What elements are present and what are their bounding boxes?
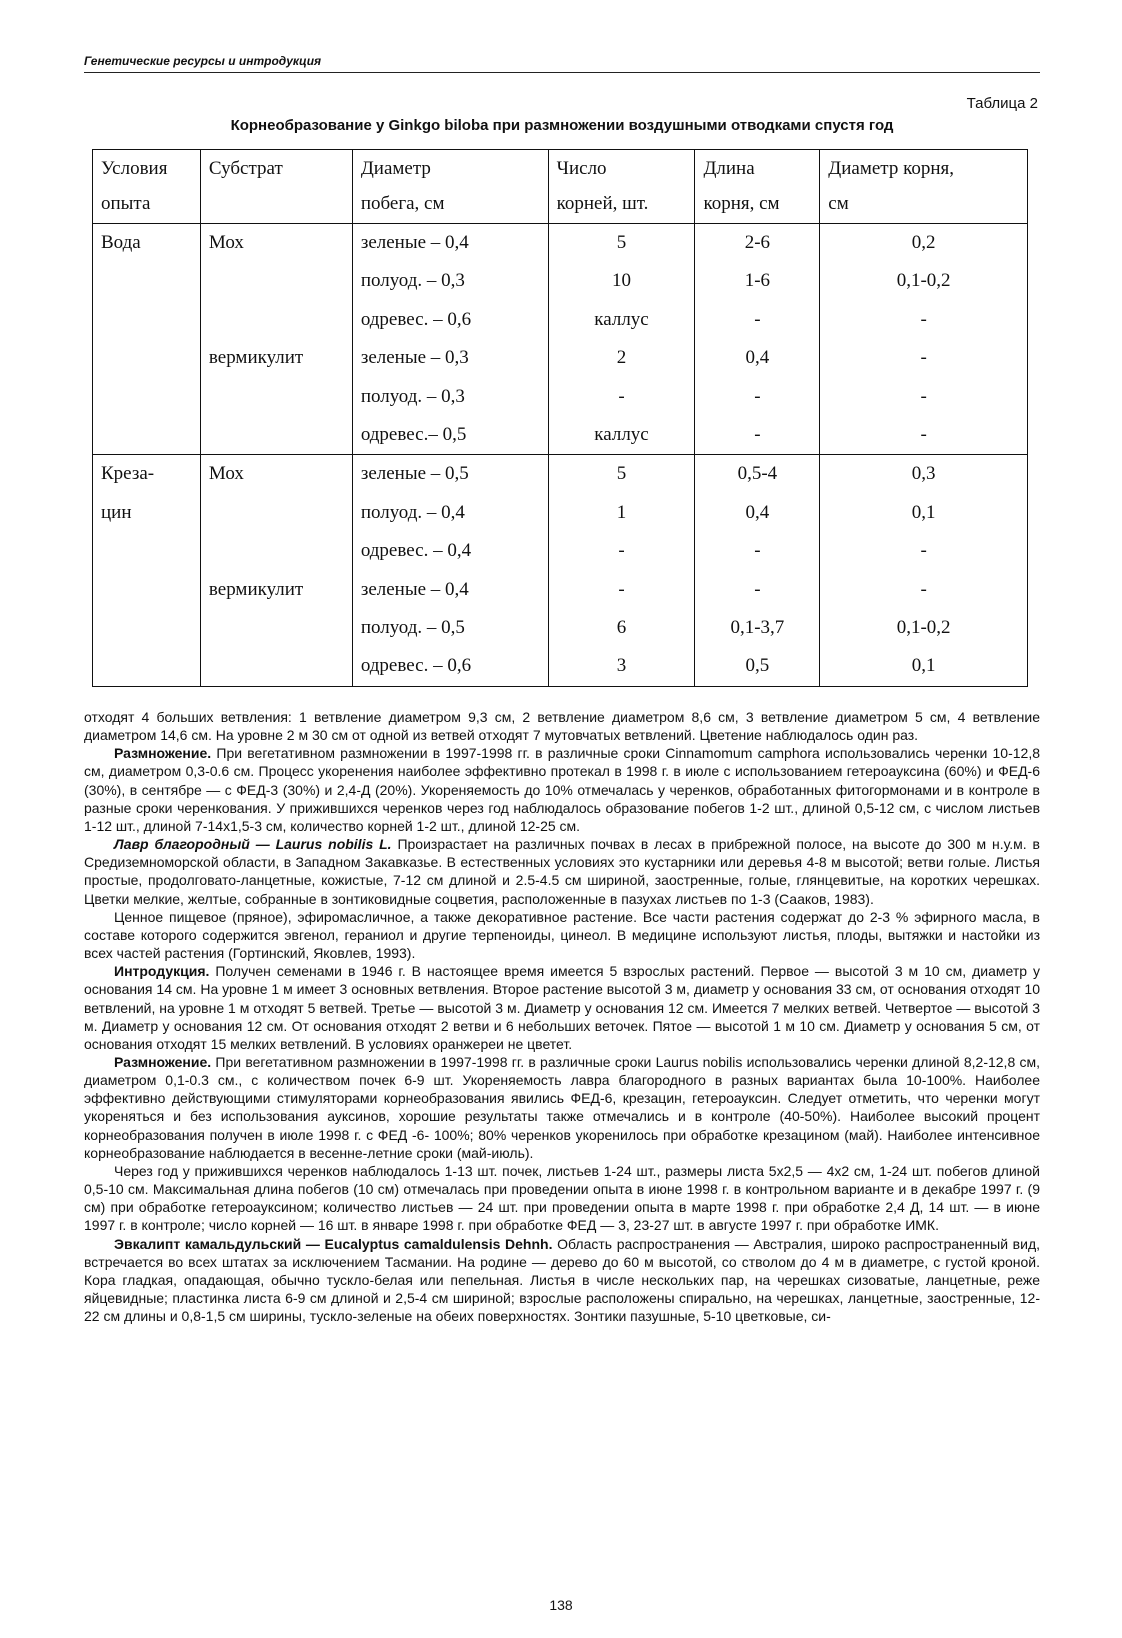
- body-text: [84, 708, 1040, 1325]
- root-diameter-cell: 0,3 0,1 - - 0,1-0,2 0,1: [820, 455, 1028, 686]
- root-count-cell: 5 10 каллус 2 - каллус: [548, 224, 695, 455]
- paragraph-laurus-uses: Ценное пищевое (пряное), эфиромасличное, а также декоративное растение. Все части растения содержат до 2-3 % эфирного масла, в составе которого содержится эвгенол, гераниол и другие терпеноиды, цинеол. В медицине используют листья, плоды, вытяжки и настойки из всех частей растения (Гортинский, Яковлев, 1993).: [84, 908, 1040, 962]
- condition-cell: Креза- цин: [93, 455, 201, 686]
- page-number: 138: [549, 1597, 573, 1613]
- substrate-cell: Мох вермикулит: [200, 224, 352, 455]
- substrate-cell: Мох вермикулит: [200, 455, 352, 686]
- paragraph-propagation-cinnamomum: Размножение. При вегетативном размножении в 1997-1998 гг. в различные сроки Cinnamomum camphora использовались черенки 10-12,8 см, диаметром 0,3-0.6 см. Процесс укоренения наиболее эффективно протекал в 1998 г. в июле с использованием гетероауксина (60%) и ФЕД-6 (30%), в сентябре — с ФЕД-3 (30%) и 2,4-Д (20%). Укореняемость до 10% отмечалась у черенков, обработанных фитогормонами и в контроле в разные сроки черенкования. У прижившихся черенков через год наблюдалось образование побегов 1-2 шт., длиной 0,5-12 см, с числом листьев 1-12 шт., длиной 7-14х1,5-3 см, количество корней 1-2 шт., длиной 12-25 см.: [84, 745, 1040, 834]
- paragraph-eucalyptus: Эвкалипт камальдульский — Eucalyptus camaldulensis Dehnh. Область распространения — Австралия, широко распространенный вид, встречается во всех штатах за исключением Тасмании. На родине — дерево до 60 м высотой, со стволом до 4 м в диаметре, с густой кроной. Кора гладкая, опадающая, обычно тускло-белая или пепельная. Листья в числе нескольких пар, на черешках сизоватые, ланцетные, реже яйцевидные; пластинка листа 6-9 см длиной и 2,5-4 см шириной; взрослые расположены спирально, на черешках, ланцетные, заостренные, 12-22 см длины и 0,8-1,5 см ширины, тускло-зеленые на обеих поверхностях. Зонтики пазушные, 5-10 цветковые, си-: [84, 1235, 1040, 1325]
- rooting-table: [92, 149, 1028, 687]
- header-substrate: Субстрат: [200, 150, 352, 224]
- paragraph-results: Через год у прижившихся черенков наблюдалось 1-13 шт. почек, листьев 1-24 шт., размеры листа 5х2,5 — 4х2 см, 1-24 шт. побегов длиной 0,5-10 см. Максимальная длина побегов (10 см) отмечалась при проведении опыта в июне 1998 г. в контрольном варианте и в декабре 1997 г. (9 см) при обработке гетероауксином; количество листьев — 24 шт. при проведении опыта в марте 1998 г. при обработке 2,4 Д, 14 шт. — в июне 1997 г. в контроле; число корней — 16 шт. в январе 1998 г. при обработке ФЕД — 3, 23-27 шт. в августе 1997 г. при обработке ИМК.: [84, 1162, 1040, 1234]
- paragraph-propagation-laurus: Размножение. При вегетативном размножении в 1997-1998 гг. в различные сроки Laurus nobilis использовались черенки длиной 8,2-12,8 см, диаметром 0,1-0.3 см., с количеством почек 6-9 шт. Укореняемость лавра благородного в разных вариантах была 10-100%. Наиболее эффективно действующими стимуляторами корнеобразования явились ФЕД-6, крезацин, гетероауксин. Следует отметить, что черенки могут укореняться и без использования ауксинов, хорошие результаты также отмечались и в контроле (40-50%). Наиболее высокий процент корнеобразования получен в июле 1998 г. с ФЕД -6- 100%; 80% черенков укоренилось при обработке крезацином (май). Наиболее интенсивное корнеобразование наблюдается в весенне-летние сроки (май-июль).: [84, 1053, 1040, 1161]
- table-title: Корнеобразование у Ginkgo biloba при размножении воздушными отводками спустя год: [230, 117, 894, 134]
- root-length-cell: 2-6 1-6 - 0,4 - -: [695, 224, 820, 455]
- header-root-count: Число корней, шт.: [548, 150, 695, 224]
- paragraph-laurus-description: Лавр благородный — Laurus nobilis L. Произрастает на различных почвах в лесах в прибрежной полосе, на высоте до 300 м н.у.м. в Средиземноморской области, в Западном Закавказье. В естественных условиях это кустарники или деревья 4-8 м высотой; ветви голые. Листья простые, продолговато-ланцетные, кожистые, 7-12 см длиной и 2.5-4.5 см шириной, заостренные, голые, глянцевитые, на коротких черешках. Цветки мелкие, желтые, собранные в зонтиковидные соцветия, расположенные в пазухах листьев по 1-3 (Сааков, 1983).: [84, 836, 1040, 907]
- shoot-diameter-cell: зеленые – 0,4 полуод. – 0,3 одревес. – 0,6 зеленые – 0,3 полуод. – 0,3 одревес.– 0,5: [352, 224, 548, 455]
- root-count-cell: 5 1 - - 6 3: [548, 455, 695, 686]
- header-root-diameter: Диаметр корня, см: [820, 150, 1028, 224]
- header-shoot-diameter: Диаметр побега, см: [352, 150, 548, 224]
- root-length-cell: 0,5-4 0,4 - - 0,1-3,7 0,5: [695, 455, 820, 686]
- header-root-length: Длина корня, см: [695, 150, 820, 224]
- paragraph-introduction: Интродукция. Получен семенами в 1946 г. В настоящее время имеется 5 взрослых растений. Первое — высотой 3 м 10 см, диаметр у основания 14 см. На уровне 1 м имеет 3 основных ветвления. Второе растение высотой 3 м, диаметр у основания 33 см, от основания отходят 10 ветвлений, на уровне 1 м отходят 5 ветвей. Третье — высотой 3 м. Диаметр у основания 12 см. Имеется 7 мелких ветвей. Четвертое — высотой 3 м. Диаметр у основания 12 см. От основания отходят 2 ветви и 6 небольших веточек. Пятое — высотой 1 м 10 см. Диаметр у основания 5 см, от основания отходят 15 мелких ветвлений. В условиях оранжереи не цветет.: [84, 963, 1040, 1052]
- table-group-water: [93, 224, 1028, 455]
- header-rule: [84, 72, 1040, 73]
- header-conditions: Условия опыта: [93, 150, 201, 224]
- condition-cell: Вода: [93, 224, 201, 455]
- table-group-krezacin: [93, 455, 1028, 686]
- shoot-diameter-cell: зеленые – 0,5 полуод. – 0,4 одревес. – 0,4 зеленые – 0,4 полуод. – 0,5 одревес. – 0,6: [352, 455, 548, 686]
- table-number: Таблица 2: [966, 95, 1038, 112]
- root-diameter-cell: 0,2 0,1-0,2 - - - -: [820, 224, 1028, 455]
- paragraph-continuation: отходят 4 больших ветвления: 1 ветвление диаметром 9,3 см, 2 ветвление диаметром 8,6 см, 3 ветвление диаметром 5 см, 4 ветвление диаметром 14,6 см. На уровне 2 м 30 см от одной из ветвей отходят 7 мутовчатых ветвлений. Цветение наблюдалось один раз.: [84, 709, 1040, 744]
- table-header-row: [93, 150, 1028, 224]
- running-head: Генетические ресурсы и интродукция: [84, 54, 322, 68]
